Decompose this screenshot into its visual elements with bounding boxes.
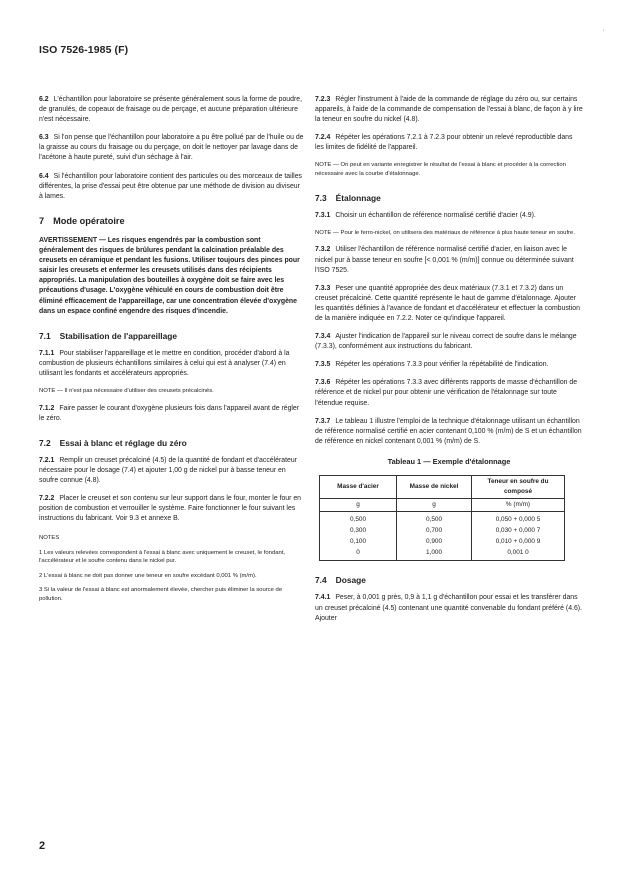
table-cell: 0,500 [397, 512, 472, 526]
table-cell: 0,700 [397, 525, 472, 536]
clause-7-3-6: 7.3.6 Répéter les opérations 7.3.3 avec différents rapports de masse d'échantillon de référence et de nickel pur pour obtenir une vérification de l'étalonnage sur toute l'étendue requise. [315, 379, 578, 407]
table-cell: 0,030 + 0,000 7 [472, 525, 565, 536]
table-row [320, 512, 565, 526]
table-cell: 0 [320, 547, 397, 561]
warning-paragraph: AVERTISSEMENT — Les risques engendrés par la combustion sont généralement des risques de brûlures pendant la calcination préalable des creusets en céramique et pendant les fusions. Utiliser toujours des pinces pour saisir les creusets et enfermer les creusets utilisés dans des récipients appropriés. La manipulation des bouteilles à oxygène doit se faire avec les précautions d'usage. L'oxygène véhiculé en cours de combustion doit être éliminé efficacement de l'appareillage, car une concentration élevée d'oxygène dans un espace confiné engendre des risques d'incendie. [39, 236, 300, 315]
clause-7-3-2: 7.3.2 Utiliser l'échantillon de référence normalisé certifié d'acier, en liaison avec le nickel pur à basse teneur en soufre [< 0,001 % (m/m)] connue ou déterminée suivant l'ISO 7525. [315, 246, 574, 274]
clause-7-3-3: 7.3.3 Peser une quantité appropriée des deux matériaux (7.3.1 et 7.3.2) dans un creuset précalciné. Cette quantité représente le haut de gamme d'étalonnage. Ajouter les quantités définies à l'avance de fondant et d'accélérateur et effectuer la combustion de la manière indiquée en 7.2.2. Noter ce qu'indique l'appareil. [315, 284, 580, 322]
table-unit-cell: % (m/m) [472, 499, 565, 512]
left-column [39, 95, 304, 610]
table-header-cell: Teneur en soufre du composé [472, 476, 565, 499]
document-header: ISO 7526-1985 (F) [39, 44, 129, 56]
table-cell: 1,000 [397, 547, 472, 561]
clause-7-2-4: 7.2.4 Répéter les opérations 7.2.1 à 7.2.3 pour obtenir un relevé reproductible dans les limites de fidélité de l'appareil. [315, 134, 573, 152]
clause-6-2: 6.2 L'échantillon pour laboratoire se présente généralement sous la forme de poudre, de granulés, de copeaux de fraisage ou de perçage, et aucune préparation ultérieure n'est nécessaire. [39, 96, 302, 124]
note-7-1: NOTE — Il n'est pas nécessaire d'utiliser des creusets précalcinés. [39, 388, 214, 395]
clause-7-3-1: 7.3.1 Choisir un échantillon de référence normalisé certifié d'acier (4.9). [315, 211, 536, 219]
table-header-cell: Masse d'acier [320, 476, 397, 499]
table-row [320, 547, 565, 561]
table-row [320, 525, 565, 536]
clause-7-1-1: 7.1.1 Pour stabiliser l'appareillage et le mettre en condition, procéder d'abord à la combustion de plusieurs échantillons similaires à celui qui est à analyser (7.4) en utilisant les fondants et accélérateurs appropriés. [39, 349, 290, 377]
section-heading-7-4: 7.4 Dosage [315, 575, 366, 586]
table-header-row [320, 476, 565, 499]
clause-7-3-5: 7.3.5 Répéter les opérations 7.3.3 pour vérifier la répétabilité de l'indication. [315, 361, 549, 369]
table-header-cell: Masse de nickel [397, 476, 472, 499]
clause-6-4: 6.4 Si l'échantillon pour laboratoire contient des particules ou des morceaux de tailles différentes, la prise d'essai peut être obtenue par une méthode de division au diviseur à lames. [39, 172, 302, 200]
note-7-3-1: NOTE — Pour le ferro-nickel, on utilisera des matériaux de référence à plus haute teneur en soufre. [315, 229, 575, 236]
calibration-table [319, 475, 565, 561]
clause-6-3: 6.3 Si l'on pense que l'échantillon pour laboratoire a pu être pollué par de l'huile ou de la graisse au cours du fraisage ou du perçage, on doit le nettoyer par lavage dans de l'acétone à haute pureté, suivi d'un séchage à l'air. [39, 134, 304, 162]
table-cell: 0,100 [320, 536, 397, 547]
clause-7-2-2: 7.2.2 Placer le creuset et son contenu sur leur support dans le four, monter le four en position de combustion et verrouiller le système. Faire fonctionner le four suivant les instructions du fabricant. Voir 9.3 et annexe B. [39, 495, 302, 523]
table-unit-cell: g [320, 499, 397, 512]
section-heading-7-3: 7.3 Étalonnage [315, 192, 381, 203]
table-cell: 0,001 0 [472, 547, 565, 561]
note-item: 1 Les valeurs relevées correspondent à l'essai à blanc avec uniquement le creuset, le fondant, l'accélérateur et le soufre contenu dans le nickel pur. [39, 549, 286, 565]
margin-mark: ' [603, 30, 605, 36]
table-cell: 0,300 [320, 525, 397, 536]
note-7-2: NOTE — On peut en variante enregistrer le résultat de l'essai à blanc et procéder à la correction nécessaire avec la courbe d'étalonnage. [315, 162, 566, 178]
note-item: 2 L'essai à blanc ne doit pas donner une teneur en soufre excédant 0,001 % (m/m). [39, 572, 257, 579]
section-heading-7-1: 7.1 Stabilisation de l'appareillage [39, 330, 178, 341]
notes-title: NOTES [39, 534, 60, 541]
clause-7-1-2: 7.1.2 Faire passer le courant d'oxygène plusieurs fois dans l'appareil avant de régler le zéro. [39, 404, 300, 422]
table-cell: 0,050 + 0,000 5 [472, 512, 565, 526]
table-row [320, 536, 565, 547]
clause-7-4-1: 7.4.1 Peser, à 0,001 g près, 0,9 à 1,1 g d'échantillon pour essai et les transférer dans un creuset précalciné (4.5) contenant une quantité convenable du fondant préféré (4.6). Ajouter [315, 594, 582, 622]
section-heading-7: 7 Mode opératoire [39, 215, 125, 226]
note-item: 3 Si la valeur de l'essai à blanc est anormalement élevée, chercher puis éliminer la source de pollution. [39, 587, 283, 602]
table-unit-cell: g [397, 499, 472, 512]
page-number: 2 [39, 840, 46, 852]
table-cell: 0,500 [320, 512, 397, 526]
table-cell: 0,900 [397, 536, 472, 547]
table-units-row [320, 499, 565, 512]
clause-7-3-7: 7.3.7 Le tableau 1 illustre l'emploi de la technique d'étalonnage utilisant un échantillon de référence normalisé certifié en acier contenant 0,100 % (m/m) de S et un échantillon de référence en nickel contenant 0,001 % (m/m) de S. [315, 417, 582, 445]
right-column [315, 95, 583, 632]
clause-7-2-1: 7.2.1 Remplir un creuset précalciné (4.5) de la quantité de fondant et d'accélérateur nécessaire pour le dosage (7.4) et ajouter 1,00 g de nickel pur à basse teneur en soufre connue (4.8). [39, 456, 297, 485]
section-heading-7-2: 7.2 Essai à blanc et réglage du zéro [39, 437, 187, 448]
table-caption: Tableau 1 — Exemple d'étalonnage [387, 456, 511, 466]
table-cell: 0,010 + 0,000 9 [472, 536, 565, 547]
clause-7-2-3: 7.2.3 Régler l'instrument à l'aide de la commande de réglage du zéro ou, sur certains appareils, à l'aide de la commande de compensation de l'essai à blanc, de façon à y lire la teneur en soufre du nickel (4.8). [315, 96, 583, 124]
clause-7-3-4: 7.3.4 Ajuster l'indication de l'appareil sur le niveau correct de soufre dans le mélange (7.3.3), conformément aux instructions du fabricant. [315, 333, 577, 351]
